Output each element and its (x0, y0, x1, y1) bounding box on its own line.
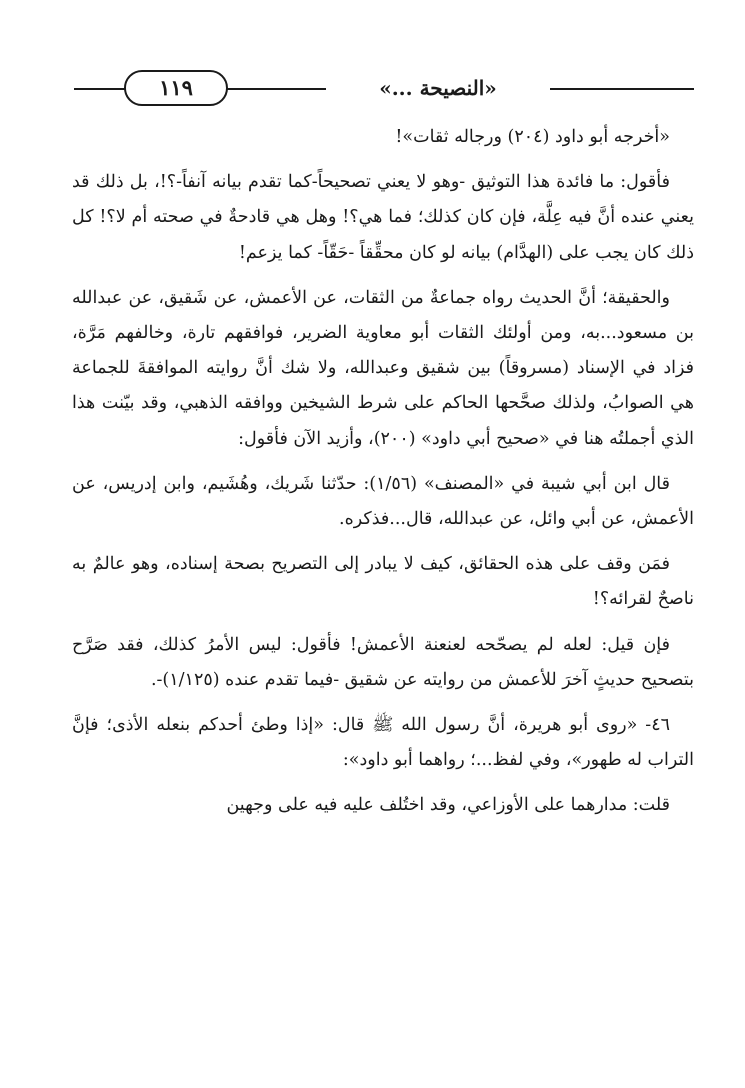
paragraph-question: فمَن وقف على هذه الحقائق، كيف لا يبادر إلى التصريح بصحة إسناده، وهو عالمٌ به ناصحٌ لقرائه؟! (72, 554, 694, 610)
paragraph-objection: فإن قيل: لعله لم يصحّحه لعنعنة الأعمش! فأقول: ليس الأمرُ كذلك، فقد صَرَّح بتصحيح حديثٍ آخرَ للأعمش من روايته عن شقيق -فيما تقدم عنده (١/١٢٥)-. (72, 634, 694, 690)
running-title: «النصيحة ...» (379, 76, 497, 100)
paragraph-reply: فأقول: ما فائدة هذا التوثيق -وهو لا يعني تصحيحاً-كما تقدم بيانه آنفاً-؟!، بل ذلك قد يعني عنده أنَّ فيه عِلَّة، فإن كان كذلك؛ فما هي؟! وهل هي قادحةٌ في صحته أم لا؟! كل ذلك كان يجب على (الهدَّام) بيانه لو كان محقِّقاً -حَقّاً- كما يزعم! (72, 172, 694, 263)
page-header (74, 66, 694, 110)
page-body (72, 120, 694, 834)
header-rule-right (550, 88, 694, 90)
paragraph-hadith-46: ٤٦- «روى أبو هريرة، أنَّ رسول الله ﷺ قال: «إذا وطئ أحدكم بنعله الأذى؛ فإنَّ التراب له طهور»، وفي لفظ...؛ رواهما أبو داود»: (72, 715, 694, 771)
paragraph-comment: قلت: مدارهما على الأوزاعي، وقد اختُلف عليه فيه على وجهين (226, 795, 670, 816)
header-rule-middle (226, 88, 326, 90)
page-number: ١١٩ (124, 70, 228, 106)
paragraph-truth: والحقيقة؛ أنَّ الحديث رواه جماعةٌ من الثقات، عن الأعمش، عن شَقيق، عن عبدالله بن مسعود...به، ومن أولئك الثقات أبو معاوية الضرير، فوافقهم تارة، وخالفهم مَرَّة، فزاد في الإسناد (مسروقاً) بين شقيق وعبدالله، ولا شك أنَّ روايته الموافقةَ للجماعة هي الصوابُ، ولذلك صحَّحها الحاكم على شرط الشيخين ووافقه الذهبي، وقد بيّنت هذا الذي أجملتُه هنا في «صحيح أبي داود» (٢٠٠)، وأزيد الآن فأقول: (72, 287, 694, 449)
paragraph-quote: «أخرجه أبو داود (٢٠٤) ورجاله ثقات»! (395, 127, 670, 147)
header-rule-left (74, 88, 126, 90)
paragraph-ibn-abi-shaybah: قال ابن أبي شيبة في «المصنف» (١/٥٦): حدّثنا شَريك، وهُشَيم، وابن إدريس، عن الأعمش، عن أبي وائل، عن عبدالله، قال...فذكره. (72, 473, 694, 530)
